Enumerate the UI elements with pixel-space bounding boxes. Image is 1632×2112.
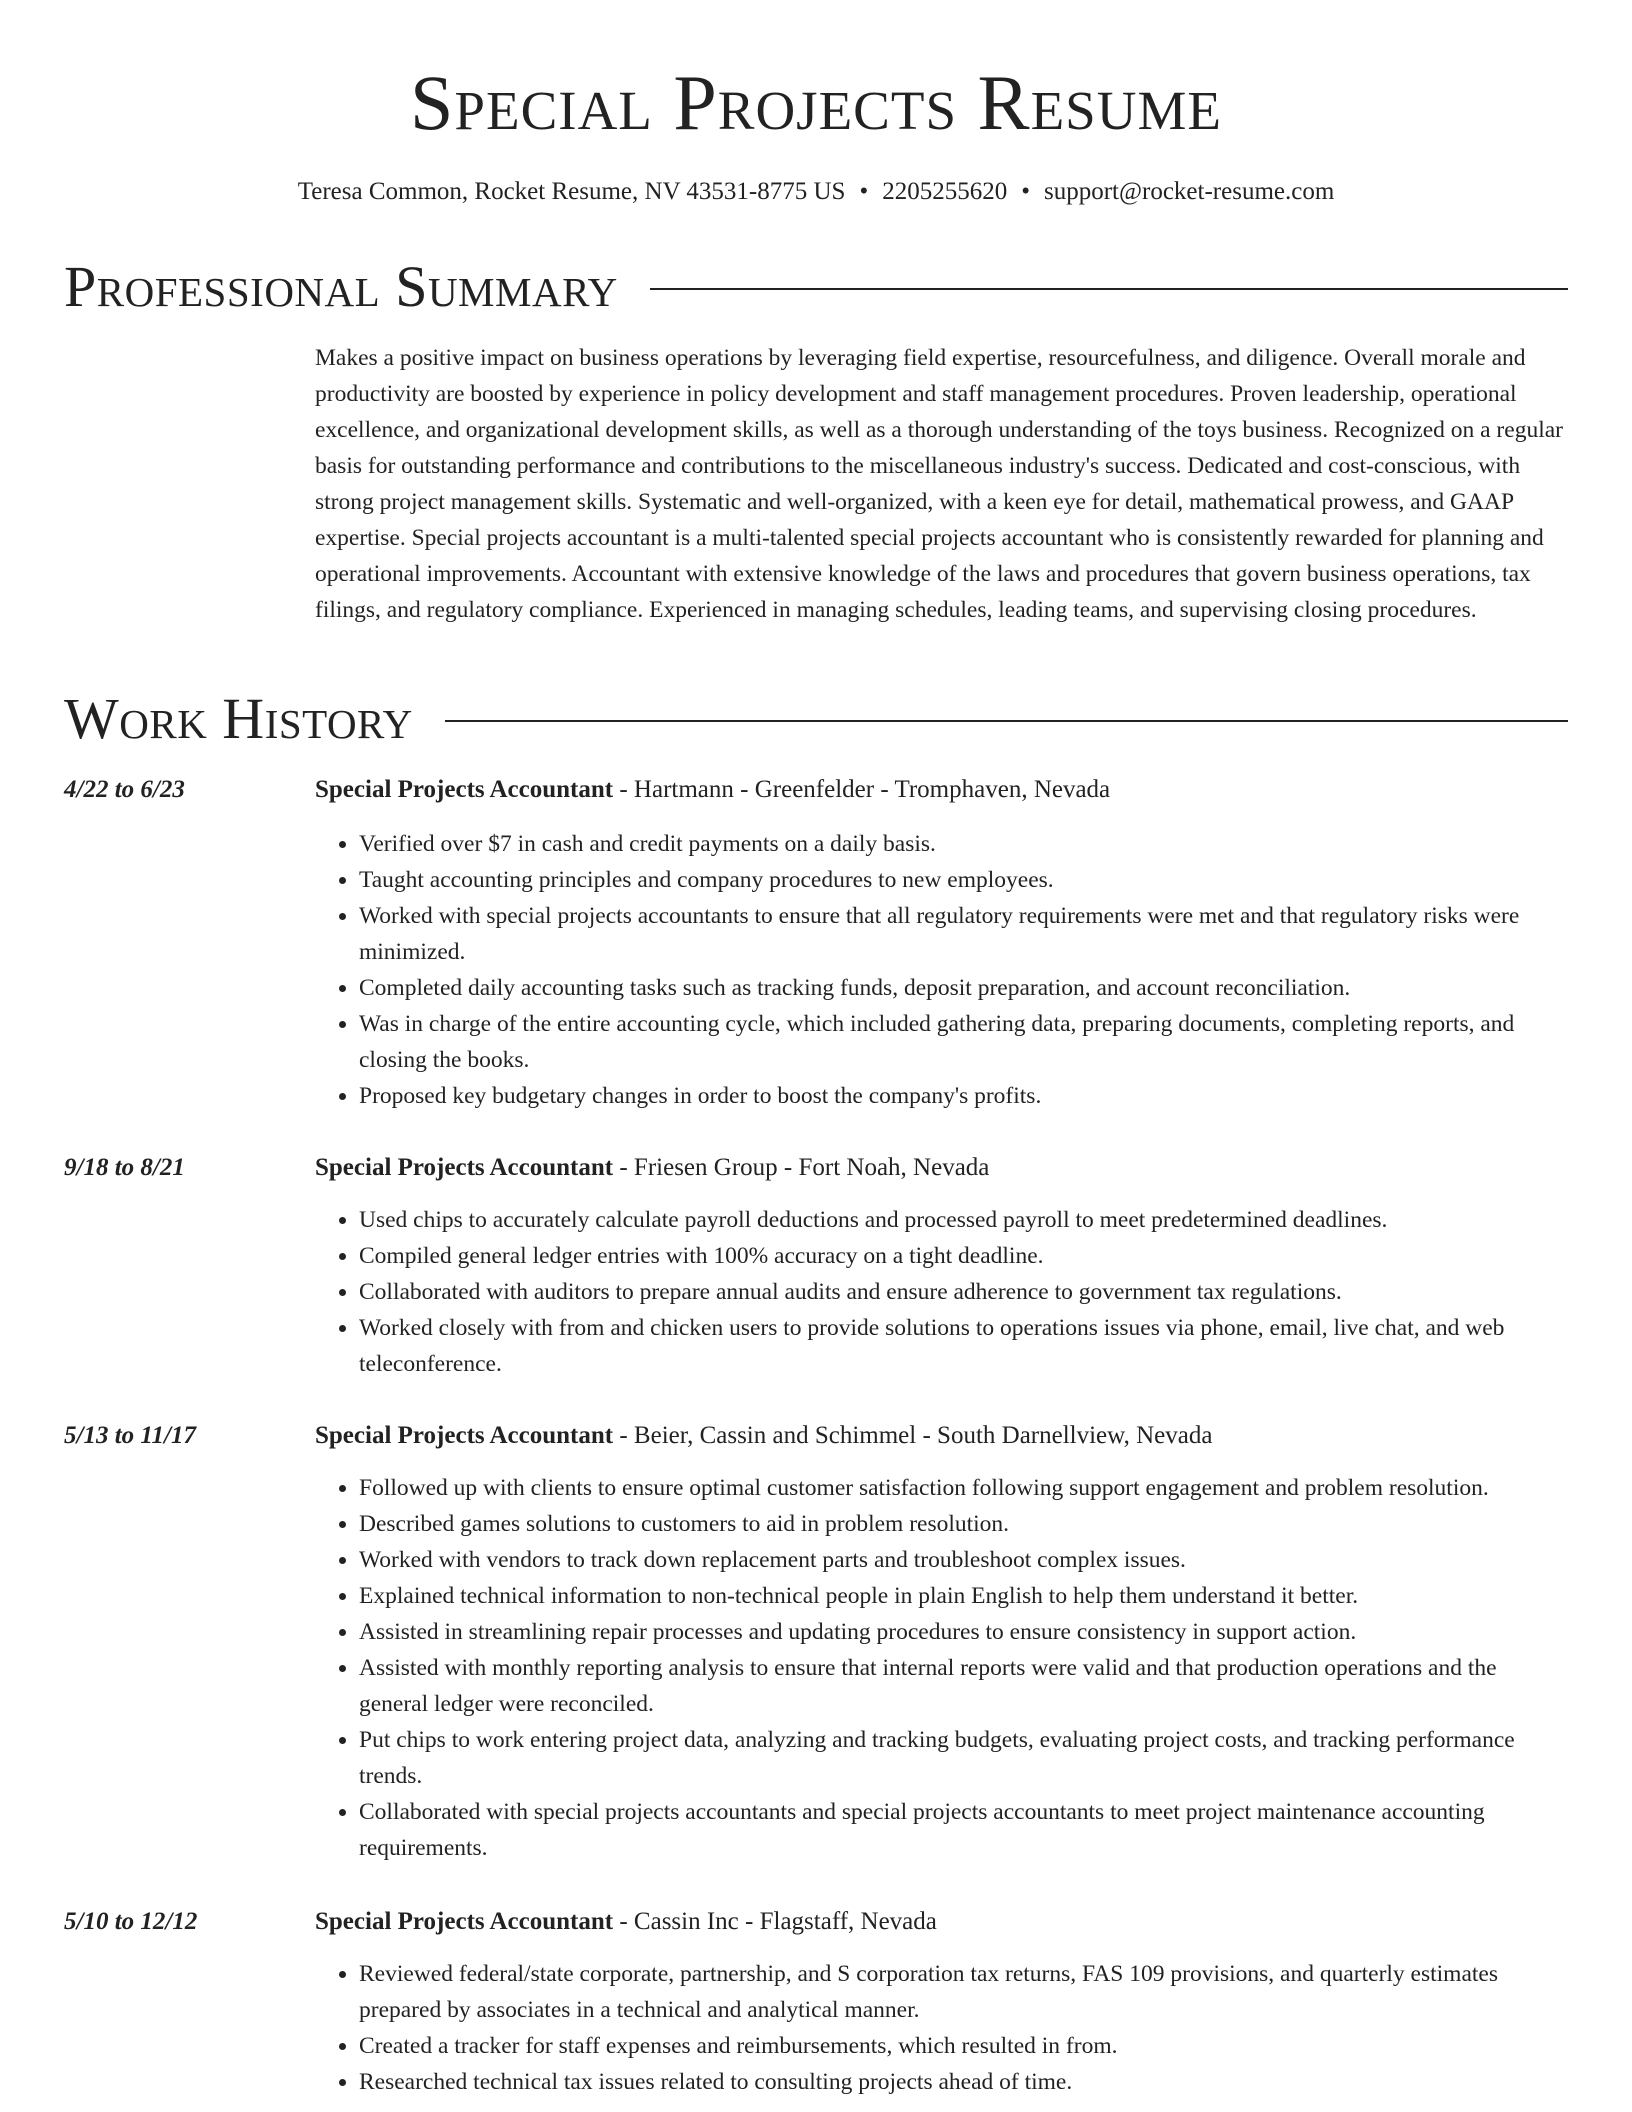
job-bullet: • Completed daily accounting tasks such as tracking funds, deposit preparation, and account reconciliation. <box>359 970 1568 1006</box>
job-bullet: • Used chips to accurately calculate payroll deductions and processed payroll to meet predetermined deadlines. <box>359 1202 1568 1238</box>
summary-text: Makes a positive impact on business operations by leveraging field expertise, resourcefulness, and diligence. Overall morale and productivity are boosted by experience in policy development and staff management procedures. Proven leadership, operational excellence, and organizational development skills, as well as a thorough understanding of the toys business. Recognized on a regular basis for outstanding performance and contributions to the miscellaneous industry's success. Dedicated and cost-conscious, with strong project management skills. Systematic and well-organized, with a keen eye for detail, mathematical prowess, and GAAP expertise. Special projects accountant is a multi-talented special projects accountant who is consistently rewarded for planning and operational improvements. Accountant with extensive knowledge of the laws and procedures that govern business operations, tax filings, and regulatory compliance. Experienced in managing schedules, leading teams, and supervising closing procedures. <box>315 345 1563 623</box>
job-details: - Cassin Inc - Flagstaff, Nevada <box>613 1908 937 1935</box>
job-details: - Beier, Cassin and Schimmel - South Darnellview, Nevada <box>613 1422 1213 1449</box>
summary-section-header <box>64 254 1568 320</box>
job-bullet: • Reviewed federal/state corporate, partnership, and S corporation tax returns, FAS 109 provisions, and quarterly estimates prepared by associates in a technical and analytical manner. <box>359 1956 1568 2028</box>
job-bullet: • Assisted in streamlining repair processes and updating procedures to ensure consistency in support action. <box>359 1614 1568 1650</box>
contact-phone: 2205255620 <box>882 178 1008 205</box>
contact-address: Teresa Common, Rocket Resume, NV 43531-8775 US <box>297 178 846 205</box>
job-dates: 4/22 to 6/23 <box>64 776 185 803</box>
job-bullets <box>315 1470 1568 1866</box>
job-bullet: • Compiled general ledger entries with 100% accuracy on a tight deadline. <box>359 1238 1568 1274</box>
job-role <box>315 1150 1568 1186</box>
section-divider <box>445 720 1568 722</box>
job-title: Special Projects Accountant <box>315 1154 614 1181</box>
job-bullet: • Researched technical tax issues related to consulting projects ahead of time. <box>359 2064 1568 2100</box>
job-title: Special Projects Accountant <box>315 776 614 803</box>
job-bullets <box>315 1202 1568 1382</box>
job-dates: 5/10 to 12/12 <box>64 1908 198 1935</box>
job-bullet: • Put chips to work entering project data, analyzing and tracking budgets, evaluating project costs, and tracking performance trends. <box>359 1722 1568 1794</box>
work-history-section-header <box>64 686 1568 752</box>
job-title: Special Projects Accountant <box>315 1908 614 1935</box>
job-title: Special Projects Accountant <box>315 1422 614 1449</box>
job-bullet: • Worked with special projects accountants to ensure that all regulatory requirements were met and that regulatory risks were minimized. <box>359 898 1568 970</box>
contact-separator: • <box>1021 178 1030 205</box>
job-bullet: • Explained technical information to non-technical people in plain English to help them understand it better. <box>359 1578 1568 1614</box>
contact-line <box>0 174 1632 210</box>
section-divider <box>650 288 1568 290</box>
job-bullet: • Created a tracker for staff expenses and reimbursements, which resulted in from. <box>359 2028 1568 2064</box>
job-bullet: • Assisted with monthly reporting analysis to ensure that internal reports were valid and that production operations and the general ledger were reconciled. <box>359 1650 1568 1722</box>
job-bullet: • Was in charge of the entire accounting cycle, which included gathering data, preparing documents, completing reports, and closing the books. <box>359 1006 1568 1078</box>
summary-heading: Professional Summary <box>64 254 618 319</box>
job-details: - Friesen Group - Fort Noah, Nevada <box>613 1154 990 1181</box>
contact-email: support@rocket-resume.com <box>1043 178 1335 205</box>
job-bullet: • Described games solutions to customers to aid in problem resolution. <box>359 1506 1568 1542</box>
job-dates: 9/18 to 8/21 <box>64 1154 185 1181</box>
job-role <box>315 1904 1568 1940</box>
job-bullets <box>315 826 1568 1114</box>
job-role <box>315 772 1568 808</box>
job-bullet: • Collaborated with auditors to prepare annual audits and ensure adherence to government tax regulations. <box>359 1274 1568 1310</box>
work-history-heading: Work History <box>64 686 413 751</box>
job-role <box>315 1418 1568 1454</box>
job-bullets <box>315 1956 1568 2100</box>
job-bullet: • Taught accounting principles and company procedures to new employees. <box>359 862 1568 898</box>
job-bullet: • Verified over $7 in cash and credit payments on a daily basis. <box>359 826 1568 862</box>
job-bullet: • Collaborated with special projects accountants and special projects accountants to meet project maintenance accounting requirements. <box>359 1794 1568 1866</box>
job-bullet: • Worked with vendors to track down replacement parts and troubleshoot complex issues. <box>359 1542 1568 1578</box>
job-bullet: • Followed up with clients to ensure optimal customer satisfaction following support engagement and problem resolution. <box>359 1470 1568 1506</box>
job-bullet: • Worked closely with from and chicken users to provide solutions to operations issues via phone, email, live chat, and web teleconference. <box>359 1310 1568 1382</box>
job-dates: 5/13 to 11/17 <box>64 1422 196 1449</box>
contact-separator: • <box>859 178 869 205</box>
resume-title: Special Projects Resume <box>410 59 1222 146</box>
job-bullet: • Proposed key budgetary changes in order to boost the company's profits. <box>359 1078 1568 1114</box>
job-details: - Hartmann - Greenfelder - Tromphaven, Nevada <box>613 776 1111 803</box>
